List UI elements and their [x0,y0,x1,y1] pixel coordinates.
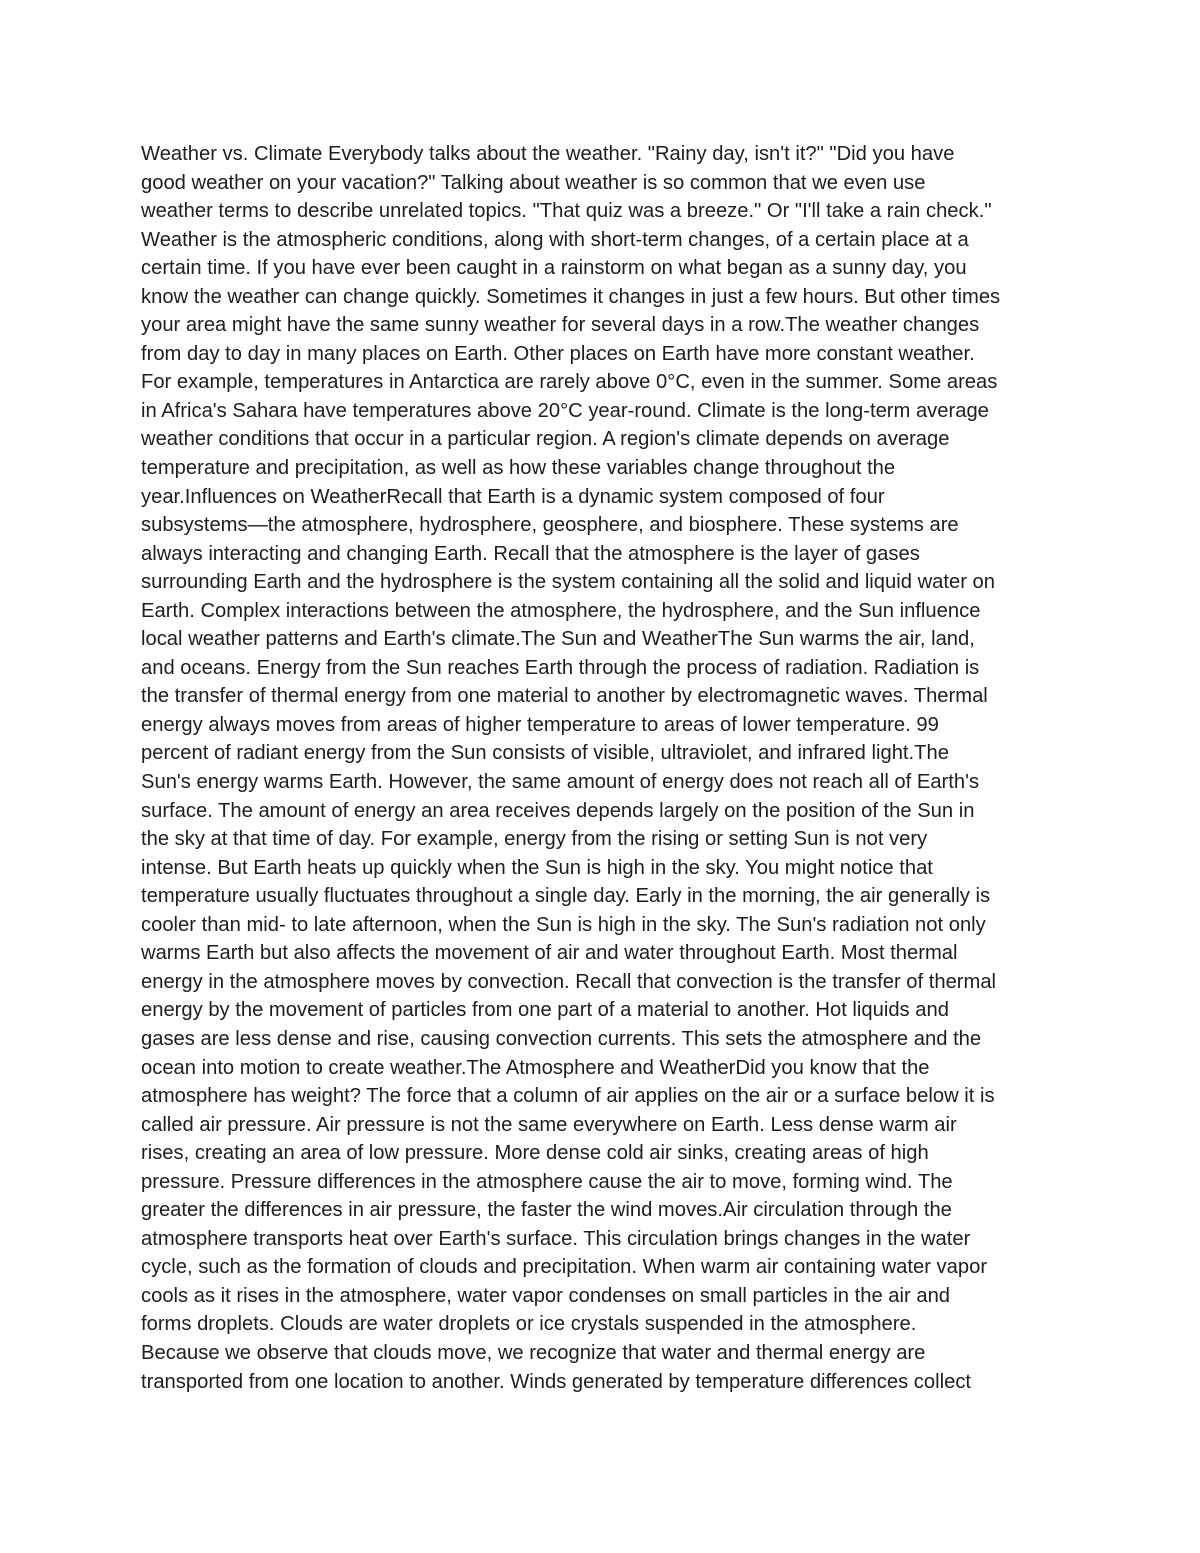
text-line: temperature and precipitation, as well as how these variables change throughout the [141,457,896,480]
text-line: surface. The amount of energy an area receives depends largely on the position of the Sun in [141,799,975,822]
text-line: percent of radiant energy from the Sun consists of visible, ultraviolet, and infrared light.The [141,742,949,765]
text-line: good weather on your vacation?" Talking about weather is so common that we even use [141,171,926,194]
text-line: greater the differences in air pressure, the faster the wind moves.Air circulation through the [141,1199,952,1222]
text-line: your area might have the same sunny weather for several days in a row.The weather changes [141,314,980,337]
text-line: gases are less dense and rise, causing convection currents. This sets the atmosphere and the [141,1027,982,1050]
text-line: atmosphere has weight? The force that a column of air applies on the air or a surface below it is [141,1085,995,1108]
text-line: temperature usually fluctuates throughout a single day. Early in the morning, the air generally is [141,885,991,908]
text-line: from day to day in many places on Earth. Other places on Earth have more constant weather. [141,342,975,365]
text-line: Weather vs. Climate Everybody talks about the weather. "Rainy day, isn't it?" "Did you have [141,143,955,165]
text-line: transported from one location to another. Winds generated by temperature differences collect [141,1370,972,1393]
text-line: and oceans. Energy from the Sun reaches Earth through the process of radiation. Radiation is [141,656,980,679]
text-line: energy always moves from areas of higher temperature to areas of lower temperature. 99 [141,713,939,736]
text-line: Because we observe that clouds move, we recognize that water and thermal energy are [141,1341,926,1364]
text-line: pressure. Pressure differences in the atmosphere cause the air to move, forming wind. The [141,1170,953,1193]
text-line: surrounding Earth and the hydrosphere is the system containing all the solid and liquid water on [141,571,995,594]
document-body-text [141,140,1081,1396]
text-line: Weather is the atmospheric conditions, along with short-term changes, of a certain place at a [141,228,969,251]
text-line: the sky at that time of day. For example, energy from the rising or setting Sun is not very [141,828,928,851]
text-line: Earth. Complex interactions between the atmosphere, the hydrosphere, and the Sun influence [141,599,981,622]
text-line: cycle, such as the formation of clouds and precipitation. When warm air containing water vapor [141,1256,988,1279]
text-line: warms Earth but also affects the movement of air and water throughout Earth. Most thermal [141,942,958,965]
text-line: called air pressure. Air pressure is not the same everywhere on Earth. Less dense warm air [141,1113,957,1136]
text-line: local weather patterns and Earth's climate.The Sun and WeatherThe Sun warms the air, land, [141,628,975,651]
text-line: Sun's energy warms Earth. However, the same amount of energy does not reach all of Earth's [141,771,980,794]
text-line: For example, temperatures in Antarctica are rarely above 0°C, even in the summer. Some areas [141,371,998,394]
text-line: weather conditions that occur in a particular region. A region's climate depends on average [141,428,950,451]
text-line: always interacting and changing Earth. Recall that the atmosphere is the layer of gases [141,542,920,565]
text-line: certain time. If you have ever been caught in a rainstorm on what began as a sunny day, you [141,257,967,280]
text-line: year.Influences on WeatherRecall that Earth is a dynamic system composed of four [141,485,885,508]
text-line: forms droplets. Clouds are water droplets or ice crystals suspended in the atmosphere. [141,1313,917,1336]
text-line: energy in the atmosphere moves by convection. Recall that convection is the transfer of thermal [141,970,997,993]
text-line: the transfer of thermal energy from one material to another by electromagnetic waves. Thermal [141,685,988,708]
text-line: in Africa's Sahara have temperatures above 20°C year-round. Climate is the long-term average [141,399,989,422]
text-line: weather terms to describe unrelated topics. "That quiz was a breeze." Or "I'll take a rain check." [141,200,992,223]
text-line: intense. But Earth heats up quickly when the Sun is high in the sky. You might notice that [141,856,933,879]
text-line: energy by the movement of particles from one part of a material to another. Hot liquids and [141,999,949,1022]
text-line: know the weather can change quickly. Sometimes it changes in just a few hours. But other times [141,285,1001,308]
text-line: atmosphere transports heat over Earth's surface. This circulation brings changes in the water [141,1227,971,1250]
text-line: cooler than mid- to late afternoon, when the Sun is high in the sky. The Sun's radiation not only [141,913,986,936]
text-line: ocean into motion to create weather.The Atmosphere and WeatherDid you know that the [141,1056,930,1079]
text-line: cools as it rises in the atmosphere, water vapor condenses on small particles in the air and [141,1284,951,1307]
text-line: subsystems—the atmosphere, hydrosphere, geosphere, and biosphere. These systems are [141,514,959,537]
text-line: rises, creating an area of low pressure. More dense cold air sinks, creating areas of high [141,1142,929,1165]
